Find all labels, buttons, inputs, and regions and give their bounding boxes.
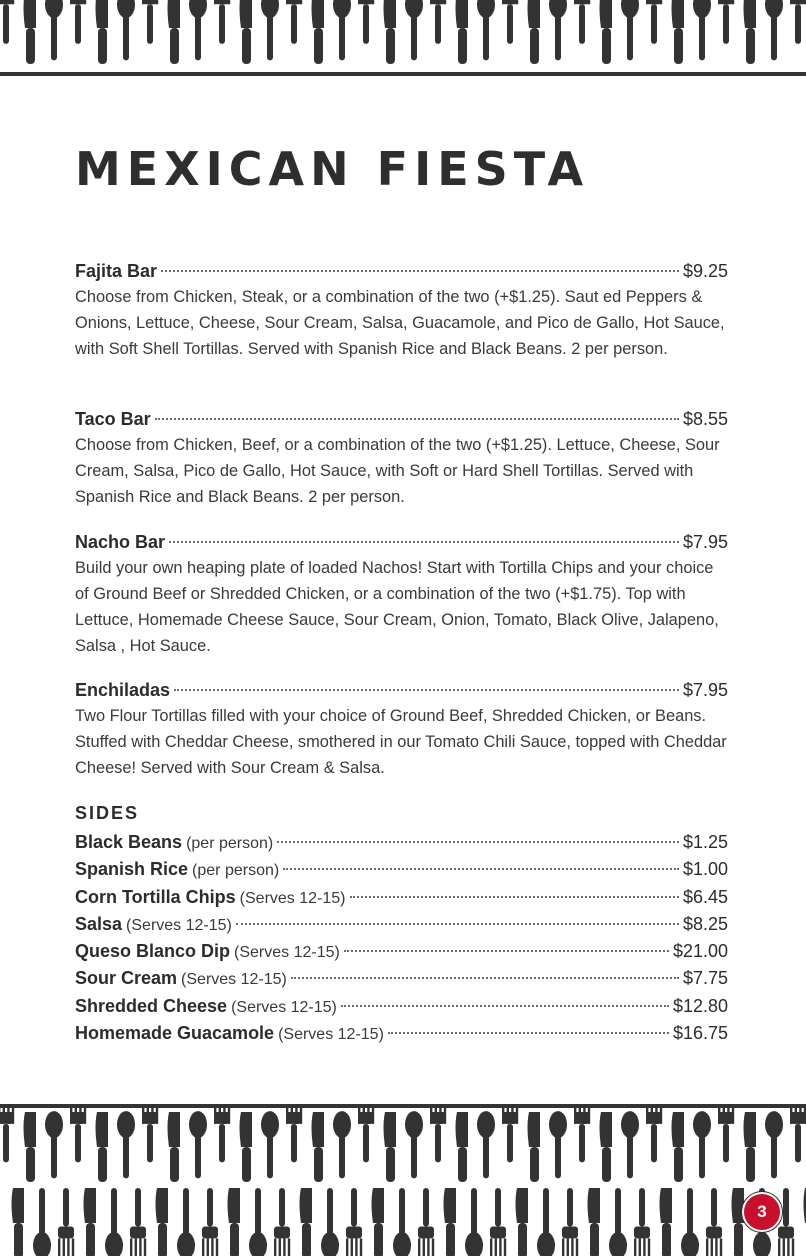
side-price: $12.80	[672, 995, 728, 1016]
knife-icon	[240, 1112, 253, 1182]
fork-icon	[202, 1188, 218, 1256]
menu-item-description: Two Flour Tortillas filled with your choice of Ground Beef, Shredded Chicken, or Beans. Stuffed with Cheddar Cheese, smothered in our Tomato Chili Sauce, topped with Cheddar Cheese! Served with Sour Cream & Salsa.	[75, 707, 727, 777]
knife-icon	[372, 1188, 385, 1256]
knife-icon	[600, 0, 613, 64]
spoon-icon	[177, 1188, 195, 1256]
side-price: $1.25	[682, 832, 728, 852]
menu-item-header	[75, 529, 728, 555]
knife-icon	[444, 1188, 457, 1256]
side-price: $21.00	[672, 941, 728, 962]
side-name: Shredded Cheese	[75, 995, 228, 1016]
dot-leader	[344, 950, 669, 952]
spoon-icon	[681, 1188, 699, 1256]
knife-icon	[528, 0, 541, 64]
fork-icon	[214, 0, 230, 44]
side-name: Corn Tortilla Chips	[75, 886, 236, 907]
spoon-icon	[321, 1188, 339, 1256]
divider-rule	[0, 72, 806, 76]
side-price: $7.75	[682, 968, 728, 989]
knife-icon	[96, 1112, 109, 1182]
side-serving-note: (Serves 12-15)	[278, 1026, 384, 1044]
knife-icon	[312, 0, 325, 64]
knife-icon	[228, 1188, 241, 1256]
fork-icon	[418, 1188, 434, 1256]
side-row	[75, 829, 728, 856]
side-row	[75, 1020, 728, 1047]
fork-icon	[358, 1104, 374, 1162]
side-row	[75, 938, 728, 965]
spoon-icon	[45, 0, 63, 60]
sides-list	[75, 829, 728, 1047]
menu-item-name: Fajita Bar	[75, 261, 158, 281]
knife-icon	[384, 1112, 397, 1182]
dot-leader	[388, 1032, 669, 1034]
knife-icon	[12, 1188, 25, 1256]
fork-icon	[718, 0, 734, 44]
sides-heading: SIDES	[75, 803, 140, 823]
side-serving-note: (Serves 12-15)	[181, 971, 287, 989]
knife-icon	[516, 1188, 529, 1256]
fork-icon	[562, 1188, 578, 1256]
fork-icon	[274, 1188, 290, 1256]
fork-icon	[142, 1104, 158, 1162]
fork-icon	[490, 1188, 506, 1256]
side-name: Black Beans	[75, 832, 183, 852]
fork-icon	[70, 1104, 86, 1162]
spoon-icon	[189, 0, 207, 60]
menu-item-description: Choose from Chicken, Beef, or a combination of the two (+$1.25). Lettuce, Cheese, Sour Cream, Salsa, Pico de Gallo, Hot Sauce, with Soft or Hard Shell Tortillas. Served with Spanish Rice and Black Beans. 2 per person.	[75, 436, 720, 506]
side-serving-note: (Serves 12-15)	[231, 998, 337, 1016]
side-serving-note: (per person)	[186, 835, 274, 852]
spoon-icon	[261, 0, 279, 60]
page-title: MEXICAN FIESTA	[75, 142, 590, 196]
spoon-icon	[465, 1188, 483, 1256]
menu-item-enchiladas	[75, 677, 728, 781]
dot-leader	[169, 541, 679, 543]
dot-leader	[161, 270, 679, 272]
fork-icon	[718, 1104, 734, 1162]
dot-leader	[283, 868, 679, 870]
spoon-icon	[333, 1111, 351, 1178]
knife-icon	[744, 1112, 757, 1182]
footer-utensil-pattern	[0, 1104, 806, 1256]
knife-icon	[24, 1112, 37, 1182]
menu-item-description: Build your own heaping plate of loaded Nachos! Start with Tortilla Chips and your choice of Ground Beef or Shredded Chicken, or a combination of the two (+$1.75). Top with Lettuce, Homemade Cheese Sauce, Sour Cream, Onion, Tomato, Black Olive, Jalapeno, Salsa , Hot Sauce.	[75, 559, 719, 655]
fork-icon	[574, 0, 590, 44]
knife-icon	[672, 1112, 685, 1182]
fork-icon	[130, 1188, 146, 1256]
side-name: Homemade Guacamole	[75, 1023, 275, 1044]
knife-icon	[744, 0, 757, 64]
knife-icon	[240, 0, 253, 64]
spoon-icon	[765, 1111, 783, 1178]
side-row	[75, 993, 728, 1020]
menu-item-header	[75, 406, 728, 432]
divider-rule	[0, 1104, 806, 1108]
spoon-icon	[45, 1111, 63, 1178]
menu-item-name: Taco Bar	[75, 409, 151, 429]
dot-leader	[236, 923, 679, 925]
knife-icon	[672, 0, 685, 64]
knife-icon	[96, 0, 109, 64]
fork-icon	[58, 1188, 74, 1256]
spoon-icon	[549, 0, 567, 60]
menu-item-price: $9.25	[682, 261, 728, 281]
knife-icon	[384, 0, 397, 64]
fork-icon	[430, 1104, 446, 1162]
spoon-icon	[621, 0, 639, 60]
side-name: Queso Blanco Dip	[75, 941, 231, 962]
fork-icon	[634, 1188, 650, 1256]
spoon-icon	[621, 1111, 639, 1178]
menu-item-nacho-bar	[75, 529, 728, 659]
spoon-icon	[477, 0, 495, 60]
dot-leader	[155, 418, 679, 420]
fork-icon	[346, 1188, 362, 1256]
knife-icon	[156, 1188, 169, 1256]
header-utensil-pattern	[0, 0, 806, 78]
side-price: $6.45	[682, 886, 728, 907]
menu-item-header	[75, 258, 728, 284]
dot-leader	[291, 977, 679, 979]
spoon-icon	[261, 1111, 279, 1178]
spoon-icon	[333, 0, 351, 60]
side-row	[75, 856, 728, 883]
fork-icon	[142, 0, 158, 44]
side-serving-note: (Serves 12-15)	[239, 889, 346, 907]
side-price: $16.75	[672, 1023, 728, 1044]
knife-icon	[24, 0, 37, 64]
side-serving-note: (Serves 12-15)	[126, 916, 232, 934]
fork-icon	[286, 1104, 302, 1162]
fork-icon	[646, 1104, 662, 1162]
knife-icon	[300, 1188, 313, 1256]
spoon-icon	[693, 0, 711, 60]
side-name: Spanish Rice	[75, 859, 189, 880]
spoon-icon	[117, 0, 135, 60]
fork-icon	[358, 0, 374, 44]
fork-icon	[70, 0, 86, 44]
fork-icon	[502, 1104, 518, 1162]
knife-icon	[312, 1112, 325, 1182]
side-row	[75, 911, 728, 938]
menu-item-header	[75, 677, 728, 703]
side-row	[75, 884, 728, 911]
fork-icon	[706, 1188, 722, 1256]
fork-icon	[502, 0, 518, 44]
side-serving-note: (per person)	[192, 862, 280, 880]
spoon-icon	[549, 1111, 567, 1178]
knife-icon	[168, 0, 181, 64]
fork-icon	[430, 0, 446, 44]
menu-item-price: $8.55	[682, 409, 728, 429]
knife-icon	[600, 1112, 613, 1182]
page-number-badge: 3	[742, 1192, 782, 1232]
side-serving-note: (Serves 12-15)	[234, 944, 340, 962]
fork-icon	[778, 1188, 794, 1256]
knife-icon	[456, 1112, 469, 1182]
spoon-icon	[405, 0, 423, 60]
fork-icon	[790, 0, 806, 44]
spoon-icon	[393, 1188, 411, 1256]
fork-icon	[0, 0, 14, 44]
spoon-icon	[537, 1188, 555, 1256]
spoon-icon	[117, 1111, 135, 1178]
dot-leader	[350, 896, 679, 898]
fork-icon	[0, 1104, 14, 1162]
spoon-icon	[765, 0, 783, 60]
fork-icon	[214, 1104, 230, 1162]
menu-item-description: Choose from Chicken, Steak, or a combination of the two (+$1.25). Saut ed Peppers & Onions, Lettuce, Cheese, Sour Cream, Salsa, Guacamole, and Pico de Gallo, Hot Sauce, with Soft Shell Tortillas. Served with Spanish Rice and Black Beans. 2 per person.	[75, 288, 725, 358]
side-name: Sour Cream	[75, 968, 178, 989]
spoon-icon	[189, 1111, 207, 1178]
fork-icon	[574, 1104, 590, 1162]
spoon-icon	[105, 1188, 123, 1256]
fork-icon	[790, 1104, 806, 1162]
spoon-icon	[477, 1111, 495, 1178]
dot-leader	[174, 689, 679, 691]
knife-icon	[660, 1188, 673, 1256]
knife-icon	[528, 1112, 541, 1182]
side-price: $1.00	[682, 859, 728, 880]
spoon-icon	[609, 1188, 627, 1256]
knife-icon	[84, 1188, 97, 1256]
menu-item-taco-bar	[75, 406, 728, 510]
knife-icon	[168, 1112, 181, 1182]
spoon-icon	[33, 1188, 51, 1256]
menu-item-name: Nacho Bar	[75, 532, 166, 552]
knife-icon	[456, 0, 469, 64]
menu-item-price: $7.95	[682, 680, 728, 700]
fork-icon	[646, 0, 662, 44]
side-name: Salsa	[75, 913, 123, 934]
spoon-icon	[405, 1111, 423, 1178]
spoon-icon	[249, 1188, 267, 1256]
menu-item-price: $7.95	[682, 532, 728, 552]
menu-item-name: Enchiladas	[75, 680, 171, 700]
spoon-icon	[693, 1111, 711, 1178]
dot-leader	[277, 841, 679, 843]
side-price: $8.25	[682, 913, 728, 934]
dot-leader	[341, 1005, 669, 1007]
knife-icon	[588, 1188, 601, 1256]
menu-item-fajita-bar	[75, 258, 728, 362]
side-row	[75, 965, 728, 992]
fork-icon	[286, 0, 302, 44]
knife-icon	[732, 1188, 745, 1256]
